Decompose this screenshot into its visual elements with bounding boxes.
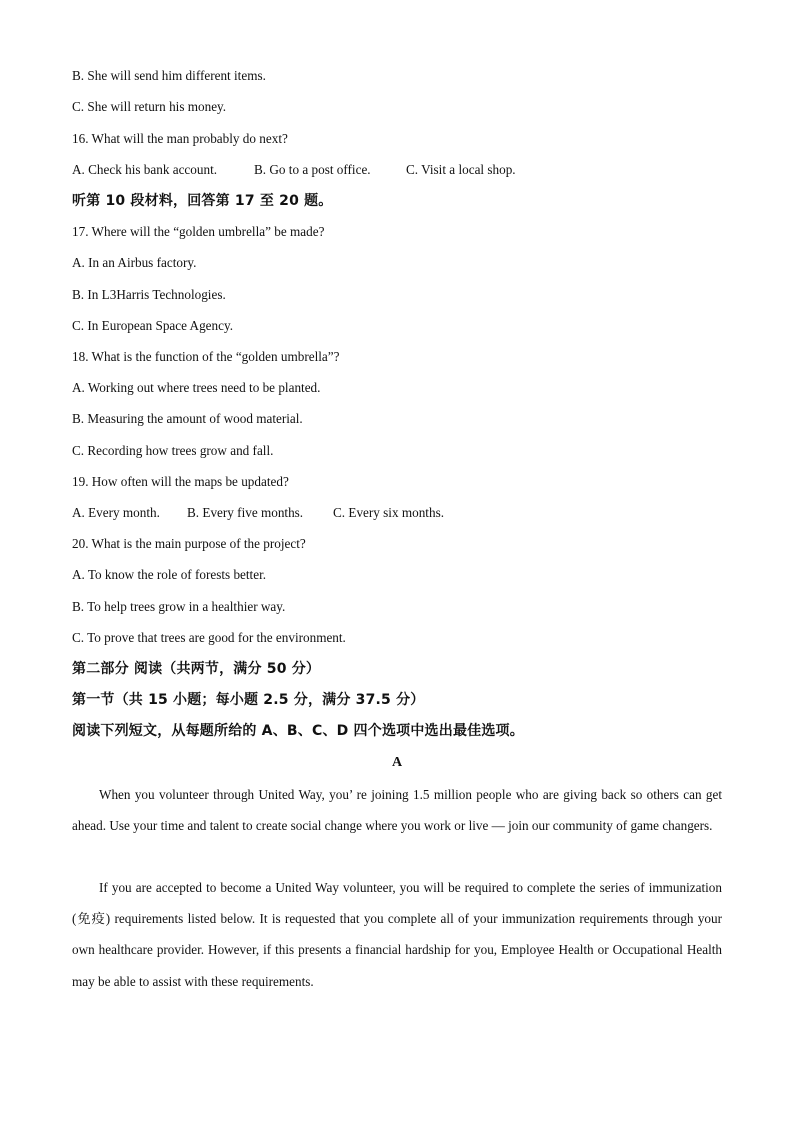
q16-option-b: B. Go to a post office. (254, 162, 371, 177)
part-2-heading: 第二部分 阅读（共两节，满分 50 分） (72, 661, 321, 677)
question-17: 17. Where will the “golden umbrella” be made? (72, 224, 325, 239)
q18-option-a: A. Working out where trees need to be planted. (72, 380, 321, 395)
q19-option-b: B. Every five months. (187, 505, 304, 520)
q18-option-c: C. Recording how trees grow and fall. (72, 443, 274, 458)
q19-option-a: A. Every month. (72, 505, 160, 520)
q20-option-a: A. To know the role of forests better. (72, 567, 267, 582)
q19-option-c: C. Every six months. (333, 505, 444, 520)
q17-option-a: A. In an Airbus factory. (72, 255, 197, 270)
passage-paragraph-2: If you are accepted to become a United Way volunteer, you will be required to complete the series of immunization (免疫) requirements listed below. It is requested that you complete all of your immunization requirements through your own healthcare provider. However, if this presents a financial hardship for you, Employee Health or Occupational Health may be able to assist with these requirements. (72, 880, 722, 989)
q20-option-c: C. To prove that trees are good for the environment. (72, 630, 346, 645)
question-20: 20. What is the main purpose of the project? (72, 536, 306, 551)
q16-options (72, 161, 516, 179)
passage-label: A (391, 755, 403, 770)
section-1-heading: 第一节（共 15 小题；每小题 2.5 分，满分 37.5 分） (72, 692, 425, 708)
q20-option-b: B. To help trees grow in a healthier way. (72, 599, 286, 614)
q16-option-c: C. Visit a local shop. (406, 162, 516, 177)
passage-paragraph-1: When you volunteer through United Way, you’ re joining 1.5 million people who are giving back so others can get ahead. Use your time and talent to create social change where you work or live — join our community of game changers. (72, 787, 722, 834)
reading-instruction: 阅读下列短文，从每题所给的 A、B、C、D 四个选项中选出最佳选项。 (72, 723, 524, 739)
question-16: 16. What will the man probably do next? (72, 131, 288, 146)
question-18: 18. What is the function of the “golden umbrella”? (72, 349, 340, 364)
q15-option-c: C. She will return his money. (72, 99, 227, 114)
section-10-heading: 听第 10 段材料，回答第 17 至 20 题。 (72, 193, 333, 209)
q17-option-b: B. In L3Harris Technologies. (72, 287, 226, 302)
q18-option-b: B. Measuring the amount of wood material. (72, 411, 303, 426)
q19-options (72, 504, 444, 522)
q16-option-a: A. Check his bank account. (72, 162, 218, 177)
q15-option-b: B. She will send him different items. (72, 68, 266, 83)
question-19: 19. How often will the maps be updated? (72, 474, 289, 489)
q17-option-c: C. In European Space Agency. (72, 318, 234, 333)
